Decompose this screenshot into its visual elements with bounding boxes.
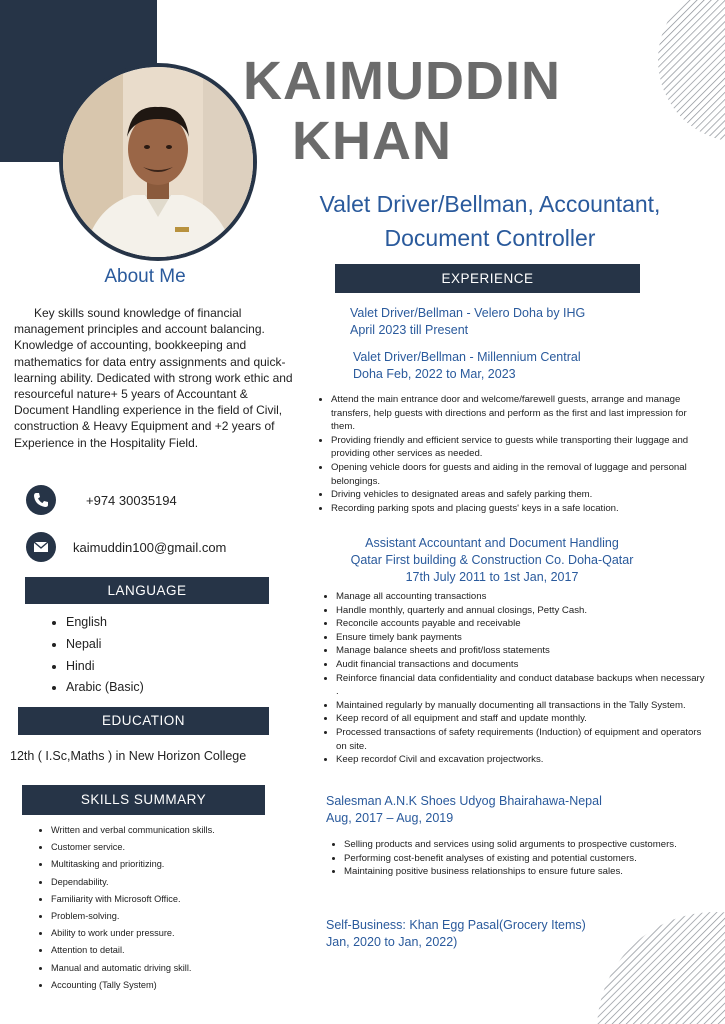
profile-photo bbox=[59, 63, 257, 261]
skill-item: • Problem-solving. bbox=[51, 908, 215, 925]
job3-title: Assistant Accountant and Document Handling bbox=[365, 536, 619, 550]
job3-company: Qatar First building & Construction Co. Doha-Qatar bbox=[350, 553, 634, 567]
skills-section-header: SKILLS SUMMARY bbox=[22, 785, 265, 815]
skill-item: • Accounting (Tally System) bbox=[51, 977, 215, 994]
skill-item: • Written and verbal communication skills. bbox=[51, 822, 215, 839]
job2-title: Valet Driver/Bellman - Millennium Central bbox=[353, 350, 581, 364]
about-title: About Me bbox=[104, 266, 186, 287]
skills-list bbox=[35, 822, 215, 994]
skill-item: • Familiarity with Microsoft Office. bbox=[51, 891, 215, 908]
name-last: KHAN bbox=[292, 111, 452, 171]
education-entry: 12th ( I.Sc,Maths ) in New Horizon College bbox=[10, 749, 247, 763]
language-section-header: LANGUAGE bbox=[25, 577, 269, 604]
job4-dates: Aug, 2017 – Aug, 2019 bbox=[326, 811, 454, 825]
job3-bullet: • Maintained regularly by manually documenting all transactions in the Tally System. bbox=[336, 699, 706, 713]
experience-section-header: EXPERIENCE bbox=[335, 264, 640, 293]
job4-heading bbox=[326, 793, 602, 827]
skill-item: • Attention to detail. bbox=[51, 942, 215, 959]
job1-title: Valet Driver/Bellman - Velero Doha by IHG bbox=[350, 306, 586, 320]
job2-dates: Doha Feb, 2022 to Mar, 2023 bbox=[353, 367, 516, 381]
language-item: • English bbox=[66, 612, 144, 634]
job3-bullet: • Handle monthly, quarterly and annual closings, Petty Cash. bbox=[336, 604, 706, 618]
job2-bullet: • Attend the main entrance door and welcome/farewell guests, arrange and manage transfers, help guests with directions and perform as the first and last impression for them. bbox=[331, 393, 706, 434]
profile-photo-illustration bbox=[63, 67, 253, 257]
phone-number[interactable]: +974 30035194 bbox=[86, 493, 177, 508]
envelope-icon bbox=[26, 532, 56, 562]
name-first: KAIMUDDIN bbox=[243, 51, 561, 111]
job4-bullet: • Selling products and services using solid arguments to prospective customers. bbox=[344, 838, 684, 852]
job3-bullet: • Reconcile accounts payable and receivable bbox=[336, 617, 706, 631]
role-line-1: Valet Driver/Bellman, Accountant, bbox=[319, 191, 661, 217]
hatched-circle-bottom-right bbox=[575, 905, 725, 1024]
job3-bullet: • Processed transactions of safety requirements (Induction) of equipment and operators on site. bbox=[336, 726, 706, 753]
role-line-2: Document Controller bbox=[384, 225, 596, 251]
job4-bullet: • Maintaining positive business relationships to ensure future sales. bbox=[344, 865, 684, 879]
role-title bbox=[280, 187, 700, 255]
job3-bullet: • Ensure timely bank payments bbox=[336, 631, 706, 645]
job1-heading bbox=[350, 305, 585, 339]
job3-bullet: • Manage all accounting transactions bbox=[336, 590, 706, 604]
job4-bullet: • Performing cost-benefit analyses of existing and potential customers. bbox=[344, 852, 684, 866]
job3-bullet: • Reinforce financial data confidentiality and conduct database backups when necessary . bbox=[336, 672, 706, 699]
job2-bullet: • Opening vehicle doors for guests and aiding in the removal of luggage and personal belongings. bbox=[331, 461, 706, 488]
job5-heading bbox=[326, 917, 586, 951]
job3-bullets bbox=[320, 590, 706, 767]
skill-item: • Customer service. bbox=[51, 839, 215, 856]
job1-dates: April 2023 till Present bbox=[350, 323, 469, 337]
job5-title: Self-Business: Khan Egg Pasal(Grocery Items) bbox=[326, 918, 586, 932]
skill-item: • Multitasking and prioritizing. bbox=[51, 856, 215, 873]
skill-item: • Ability to work under pressure. bbox=[51, 925, 215, 942]
job3-bullet: • Audit financial transactions and documents bbox=[336, 658, 706, 672]
job3-dates: 17th July 2011 to 1st Jan, 2017 bbox=[405, 570, 579, 584]
language-item: • Hindi bbox=[66, 656, 144, 678]
language-list bbox=[50, 612, 144, 699]
job3-bullet: • Keep recordof Civil and excavation projectworks. bbox=[336, 753, 706, 767]
job3-bullet: • Keep record of all equipment and staff and update monthly. bbox=[336, 712, 706, 726]
skill-item: • Manual and automatic driving skill. bbox=[51, 960, 215, 977]
email-address[interactable]: kaimuddin100@gmail.com bbox=[73, 540, 227, 555]
phone-icon bbox=[26, 485, 56, 515]
language-item: • Arabic (Basic) bbox=[66, 677, 144, 699]
job2-bullet: • Providing friendly and efficient service to guests while transporting their luggage and providing other services as needed. bbox=[331, 434, 706, 461]
language-item: • Nepali bbox=[66, 634, 144, 656]
job5-dates: Jan, 2020 to Jan, 2022) bbox=[326, 935, 458, 949]
job2-bullet: • Driving vehicles to designated areas and safely parking them. bbox=[331, 488, 706, 502]
skill-item: • Dependability. bbox=[51, 874, 215, 891]
job2-bullet: • Recording parking spots and placing guests' keys in a safe location. bbox=[331, 502, 706, 516]
job3-heading bbox=[322, 535, 662, 586]
job2-heading bbox=[353, 349, 581, 383]
education-section-header: EDUCATION bbox=[18, 707, 269, 735]
about-text: Key skills sound knowledge of financial management principles and account balancing. Knowledge of accounting, bookkeeping and mathematics for data entry assignments and quick-learning ability. Dedicated with strong work ethic and resourceful nature+ 5 years of Accountant & Document Handling experience in the field of Civil, construction & Heavy Equipment and +2 years of Experience in the Hospitality Field. bbox=[14, 306, 293, 450]
job4-bullets bbox=[328, 838, 684, 879]
job3-bullet: • Manage balance sheets and profit/loss statements bbox=[336, 644, 706, 658]
job4-title: Salesman A.N.K Shoes Udyog Bhairahawa-Nepal bbox=[326, 794, 602, 808]
job2-bullets bbox=[315, 393, 706, 515]
hatched-circle-top-right bbox=[640, 0, 725, 140]
